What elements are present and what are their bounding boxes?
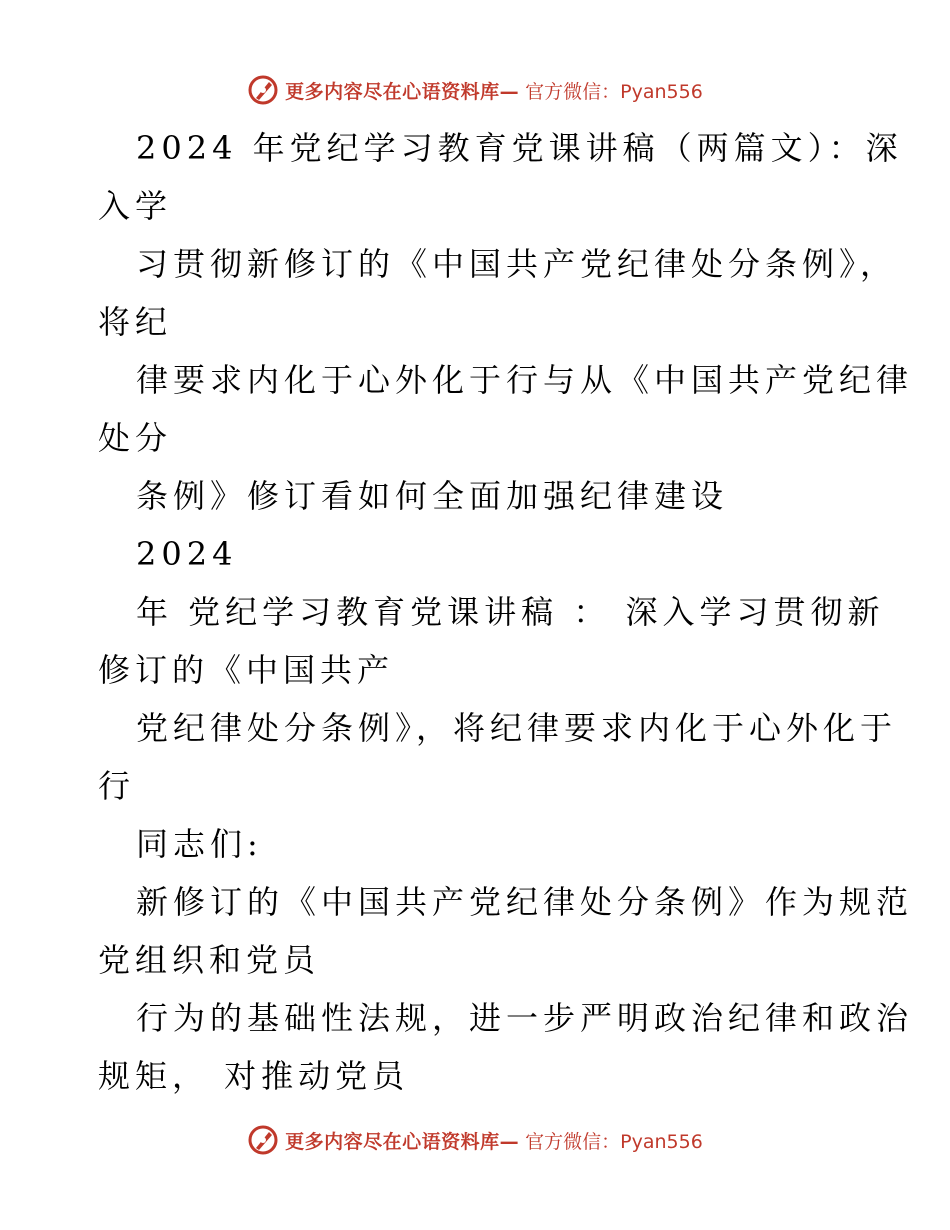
doc-line: 律要求内化于心外化于行与从《中国共产党纪律 xyxy=(136,361,914,399)
doc-line: 条例》修订看如何全面加强纪律建设 xyxy=(136,477,729,515)
pen-logo-icon xyxy=(247,1124,279,1156)
doc-line: 处分 xyxy=(98,419,173,457)
doc-line: 修订的《中国共产 xyxy=(98,651,395,689)
doc-line: 同志们: xyxy=(136,825,263,863)
doc-line: 规矩， 对推动党员 xyxy=(98,1057,410,1095)
footer-banner xyxy=(0,1120,950,1160)
doc-line: 党组织和党员 xyxy=(98,941,321,979)
doc-line: 党纪律处分条例》，将纪律要求内化于心外化于 xyxy=(136,709,898,747)
pen-logo-icon xyxy=(247,74,279,106)
doc-line: 年 党纪学习教育党课讲稿 ： 深入学习贯彻新 xyxy=(136,593,885,631)
doc-line: 习贯彻新修订的《中国共产党纪律处分条例》， xyxy=(136,245,898,283)
doc-line: 2024 年党纪学习教育党课讲稿（两篇文）：深 xyxy=(136,129,903,167)
banner-slogan: 更多内容尽在心语资料库— xyxy=(285,1130,520,1153)
banner-wechat: 官方微信：Pyan556 xyxy=(525,80,703,103)
banner-wechat: 官方微信：Pyan556 xyxy=(525,1130,703,1153)
doc-line: 将纪 xyxy=(98,303,173,341)
doc-line: 行 xyxy=(98,767,136,805)
doc-line: 入学 xyxy=(98,187,173,225)
doc-line: 新修订的《中国共产党纪律处分条例》作为规范 xyxy=(136,883,914,921)
doc-line: 行为的基础性法规，进一步严明政治纪律和政治 xyxy=(136,999,914,1037)
header-banner xyxy=(0,70,950,110)
banner-slogan: 更多内容尽在心语资料库— xyxy=(285,80,520,103)
doc-line: 2024 xyxy=(136,535,238,573)
